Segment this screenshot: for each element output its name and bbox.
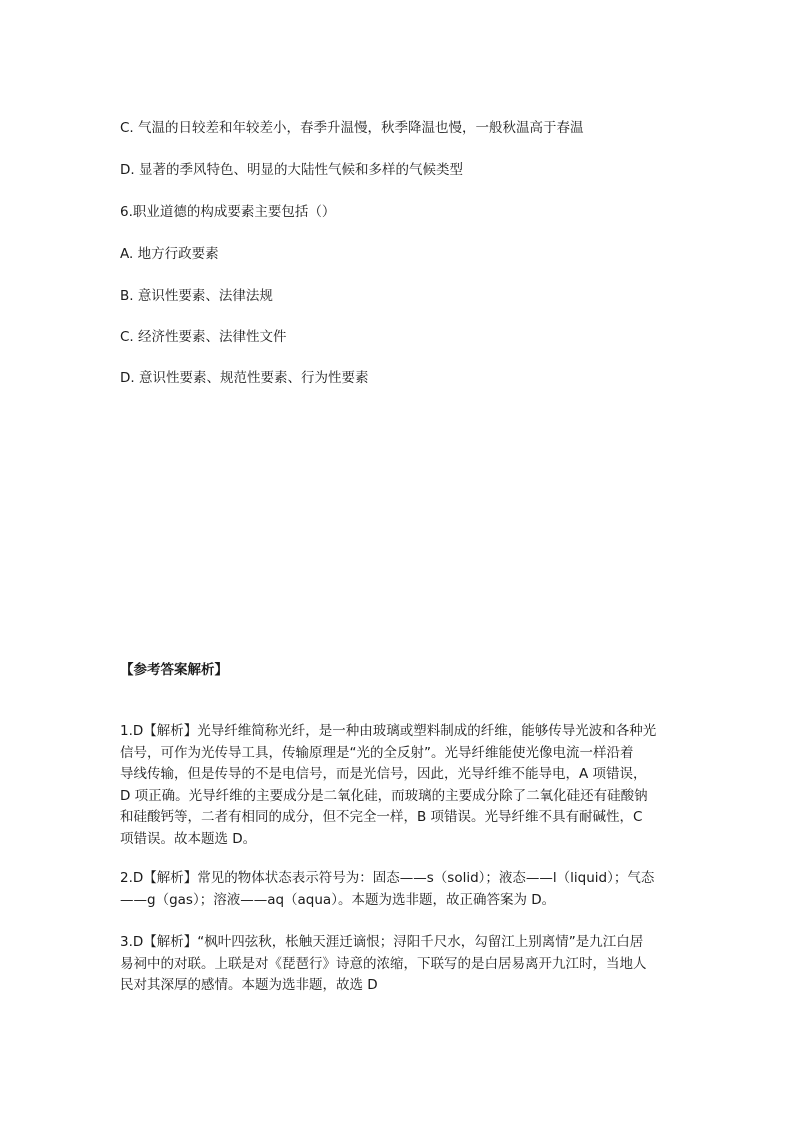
answer-3	[120, 932, 676, 997]
answer-1-line: 项错误。故本题选 D。	[120, 830, 257, 847]
answer-heading: 【参考答案解析】	[120, 662, 228, 678]
answer-1-line: 和硅酸钙等，二者有相同的成分，但不完全一样，B 项错误。光导纤维不具有耐碱性，C	[120, 809, 643, 825]
question-6-option-b: B. 意识性要素、法律法规	[120, 288, 273, 304]
question-6-option-d: D. 意识性要素、规范性要素、行为性要素	[120, 370, 369, 386]
answer-3-line: 易祠中的对联。上联是对《琵琶行》诗意的浓缩，下联写的是白居易离开九江时，当地人	[120, 955, 647, 972]
question-6-stem: 6.职业道德的构成要素主要包括（）	[120, 204, 336, 220]
answer-1-line: 导线传输，但是传导的不是电信号，而是光信号，因此，光导纤维不能导电，A 项错误，	[120, 766, 647, 782]
answer-1-line: D 项正确。光导纤维的主要成分是二氧化硅，而玻璃的主要成分除了二氧化硅还有硅酸钠	[120, 787, 648, 804]
answer-1	[120, 721, 676, 850]
answer-1-line: 1.D【解析】光导纤维简称光纤，是一种由玻璃或塑料制成的纤维，能够传导光波和各种光	[120, 723, 657, 739]
answer-3-line: 3.D【解析】“枫叶四弦秋，枨触天涯迁谪恨；浔阳千尺水，勾留江上别离情”是九江白居	[120, 934, 644, 950]
answer-1-line: 信号，可作为光传导工具，传输原理是“光的全反射”。光导纤维能使光像电流一样沿着	[120, 744, 634, 761]
answer-2	[120, 868, 676, 911]
question-6-option-c: C. 经济性要素、法律性文件	[120, 329, 287, 345]
answer-2-line: ——g（gas）；溶液——aq（aqua）。本题为选非题，故正确答案为 D。	[120, 891, 556, 908]
answer-3-line: 民对其深厚的感情。本题为选非题，故选 D	[120, 977, 378, 993]
option-d-prev: D. 显著的季风特色、明显的大陆性气候和多样的气候类型	[120, 162, 463, 178]
answer-2-line: 2.D【解析】常见的物体状态表示符号为：固态——s（solid）；液态——l（liquid）；气态	[120, 870, 655, 886]
question-6-option-a: A. 地方行政要素	[120, 246, 219, 262]
option-c-prev: C. 气温的日较差和年较差小，春季升温慢，秋季降温也慢，一般秋温高于春温	[120, 120, 584, 136]
